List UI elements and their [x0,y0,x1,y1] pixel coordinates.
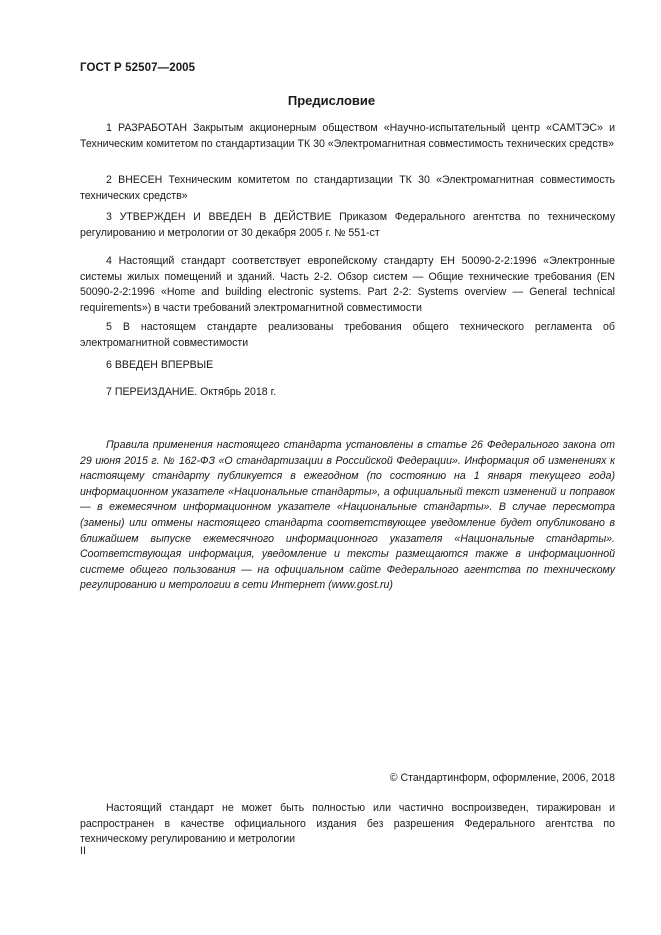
reproduction-restriction-notice: Настоящий стандарт не может быть полностью или частично воспроизведен, тиражирован и распространен в качестве официального издания без разрешения Федерального агентства по техническому регулированию и метрологии [80,802,615,846]
preface-item-7 [80,385,615,401]
preface-item-3 [80,210,615,241]
copyright-line: © Стандартинформ, оформление, 2006, 2018 [389,772,615,784]
page-title: Предисловие [287,93,376,108]
document-code-header: ГОСТ Р 52507—2005 [80,62,196,74]
preface-item-5 [80,320,615,351]
preface-item-6-text: 6 ВВЕДЕН ВПЕРВЫЕ [106,359,214,371]
application-rules-notice: Правила применения настоящего стандарта установлены в статье 26 Федерального закона от 29 июня 2015 г. № 162-ФЗ «О стандартизации в Российской Федерации». Информация об изменениях к настоящему стандарту публикуется в ежегодном (по состоянию на 1 января текущего года) информационном указателе «Национальные стандарты», а официальный текст изменений и поправок — в ежемесячном информационном указателе «Национальные стандарты». В случае пересмотра (замены) или отмены настоящего стандарта соответствующее уведомление будет опубликовано в ближайшем выпуске ежемесячного информационного указателя «Национальные стандарты». Соответствующая информация, уведомление и тексты размещаются также в информационной системе общего пользования — на официальном сайте Федерального агентства по техническому регулированию и метрологии в сети Интернет (www.gost.ru) [80,439,615,592]
preface-item-2 [80,173,615,204]
page-number: II [80,845,86,857]
preface-item-6 [80,358,615,374]
preface-item-1 [80,121,615,152]
preface-item-4-text: 4 Настоящий стандарт соответствует европейскому стандарту ЕН 50090-2-2:1996 «Электронные системы жилых помещений и зданий. Часть 2-2. Обзор систем — Общие технические требования (EN 50090-2-2:1996 «Home and building electronic systems. Part 2-2: Systems overview — General technical requirements») в части требований электромагнитной совместимости [80,255,615,314]
preface-item-2-text: 2 ВНЕСЕН Техническим комитетом по стандартизации ТК 30 «Электромагнитная совместимость технических средств» [80,174,615,202]
preface-item-1-text: 1 РАЗРАБОТАН Закрытым акционерным обществом «Научно-испытательный центр «САМТЭС» и Техническим комитетом по стандартизации ТК 30 «Электромагнитная совместимость технических средств» [80,122,615,150]
preface-item-3-text: 3 УТВЕРЖДЕН И ВВЕДЕН В ДЕЙСТВИЕ Приказом Федерального агентства по техническому регулированию и метрологии от 30 декабря 2005 г. № 551-ст [80,211,615,239]
preface-item-4 [80,254,615,316]
preface-item-5-text: 5 В настоящем стандарте реализованы требования общего технического регламента об электромагнитной совместимости [80,321,615,349]
preface-item-7-text: 7 ПЕРЕИЗДАНИЕ. Октябрь 2018 г. [106,386,277,398]
